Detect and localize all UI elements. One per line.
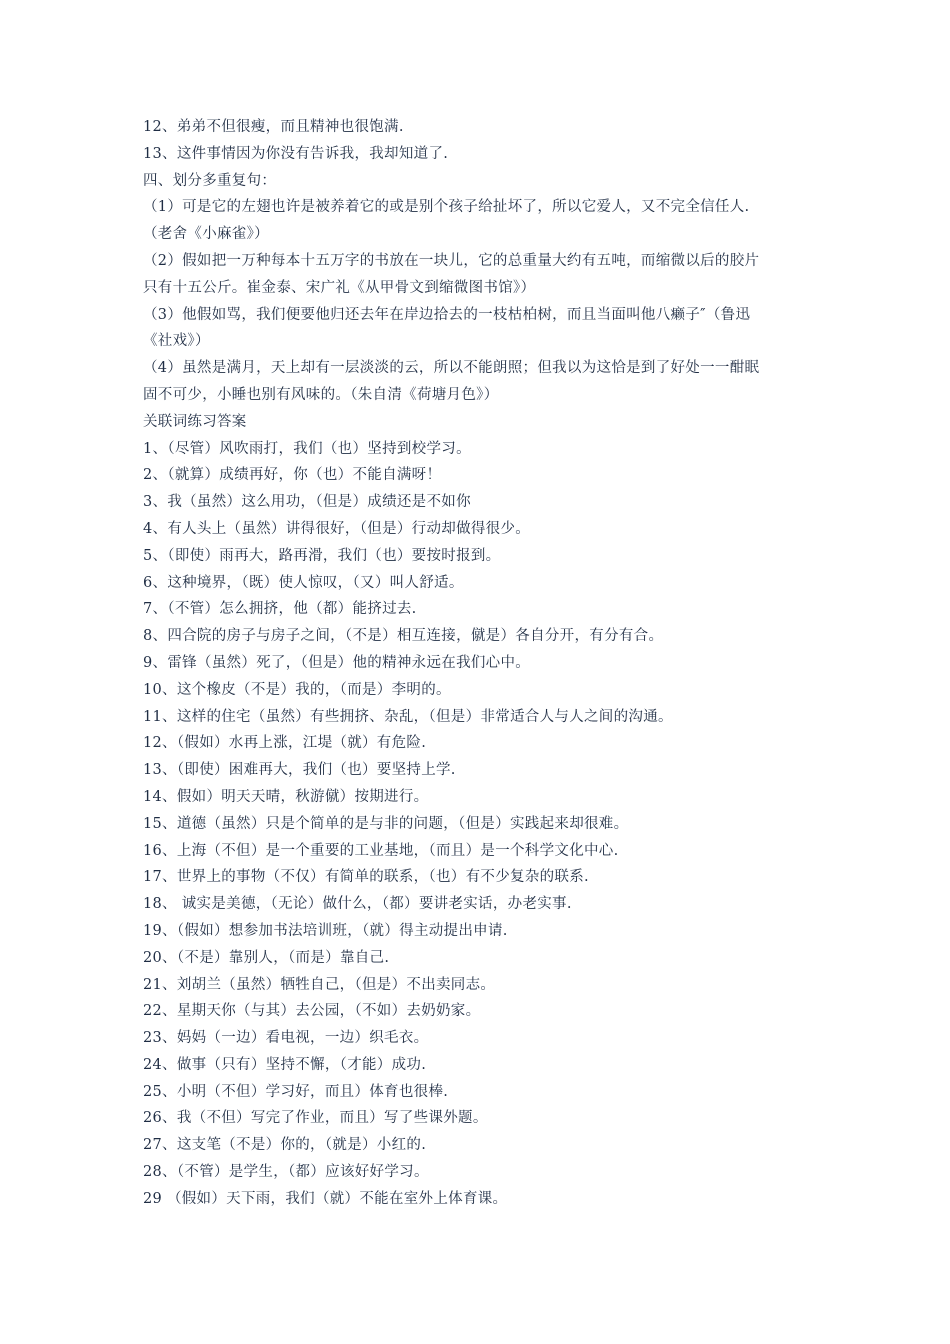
text-line: 只有十五公斤。崔金泰、宋广礼《从甲骨文到缩微图书馆》） xyxy=(143,279,536,296)
answer-line: 20、（不是）靠别人，（而是）靠自己. xyxy=(143,949,390,966)
answer-line: 18、 诚实是美德，（无论）做什么，（都）要讲老实话，办老实事. xyxy=(143,896,572,913)
text-line: （4）虽然是满月，天上却有一层淡淡的云，所以不能朗照；但我以为这恰是到了好处一一酣眠 xyxy=(143,360,760,377)
answer-line: 16、上海（不但）是一个重要的工业基地，（而且）是一个科学文化中心. xyxy=(143,842,619,859)
text-line: 《社戏》） xyxy=(143,333,210,350)
answer-line: 2、（就算）成绩再好，你（也）不能自满呀！ xyxy=(143,467,442,484)
answer-line: 23、妈妈（一边）看电视，一边）织毛衣。 xyxy=(143,1030,429,1047)
answer-line: 8、四合院的房子与房子之间，（不是）相互连接，僦是）各自分开，有分有合。 xyxy=(143,628,664,645)
answer-line: 29 （假如）天下雨，我们（就）不能在室外上体育课。 xyxy=(143,1190,508,1207)
answer-line: 27、这支笔（不是）你的，（就是）小红的. xyxy=(143,1137,427,1154)
section-heading: 关联词练习答案 xyxy=(143,413,247,430)
document-body xyxy=(143,114,823,1213)
answer-line: 5、（即使）雨再大，路再滑，我们（也）要按时报到。 xyxy=(143,547,501,564)
section-heading: 四、划分多重复句： xyxy=(143,172,277,189)
text-line: （老舍《小麻雀》） xyxy=(143,226,269,243)
answer-line: 1、（尽管）风吹雨打，我们（也）坚持到校学习。 xyxy=(143,440,471,457)
text-line: （1）可是它的左翅也许是被养着它的或是别个孩子给扯坏了，所以它爱人，又不完全信任人. xyxy=(143,199,750,216)
answer-line: 25、小明（不但）学习好，而且）体育也很棒. xyxy=(143,1083,449,1100)
text-line: 12、弟弟不但很瘦，而且精神也很饱满. xyxy=(143,119,404,135)
answer-line: 11、这样的住宅（虽然）有些拥挤、杂乱，（但是）非常适合人与人之间的沟通。 xyxy=(143,708,673,725)
answer-line: 13、（即使）困难再大，我们（也）要坚持上学. xyxy=(143,762,456,779)
answer-line: 28、（不管）是学生，（都）应该好好学习。 xyxy=(143,1164,429,1181)
text-line: （2）假如把一万种每本十五万字的书放在一块儿，它的总重量大约有五吨，而缩微以后的胶片 xyxy=(143,252,760,269)
answer-line: 17、世界上的事物（不仅）有简单的联系，（也）有不少复杂的联系. xyxy=(143,869,589,886)
answer-line: 9、雷锋（虽然）死了，（但是）他的精神永远在我们心中。 xyxy=(143,654,531,671)
answer-line: 15、道德（虽然）只是个简单的是与非的问题，（但是）实践起来却很难。 xyxy=(143,815,629,832)
answer-line: 4、有人头上（虽然）讲得很好，（但是）行动却做得很少。 xyxy=(143,520,531,537)
answer-line: 24、做事（只有）坚持不懈，（才能）成功. xyxy=(143,1056,427,1073)
answer-line: 22、星期天你（与其）去公园，（不如）去奶奶家。 xyxy=(143,1003,481,1020)
answer-line: 6、这种境界，（既）使人惊叹，（又）叫人舒适。 xyxy=(143,574,464,591)
answer-line: 14、假如）明天天晴，秋游僦）按期进行。 xyxy=(143,788,429,805)
text-line: 固不可少，小睡也别有风味的。（朱自清《荷塘月色》） xyxy=(143,386,499,403)
answer-line: 19、（假如）想参加书法培训班，（就）得主动提出申请. xyxy=(143,922,508,939)
answer-line: 3、我（虽然）这么用功，（但是）成绩还是不如你 xyxy=(143,494,471,511)
answer-line: 21、刘胡兰（虽然）牺牲自己，（但是）不出卖同志。 xyxy=(143,976,496,993)
answer-line: 10、这个橡皮（不是）我的，（而是）李明的。 xyxy=(143,681,451,698)
answer-line: 26、我（不但）写完了作业，而且）写了些课外题。 xyxy=(143,1110,488,1127)
text-line: （3）他假如骂，我们便要他归还去年在岸边拾去的一枝枯柏树，而且当面叫他八癞子″（鲁迅 xyxy=(143,306,751,323)
answer-line: 7、（不管）怎么拥挤，他（都）能挤过去. xyxy=(143,601,417,618)
answer-line: 12、（假如）水再上涨，江堤（就）有危险. xyxy=(143,735,427,752)
text-line: 13、这件事情因为你没有告诉我，我却知道了. xyxy=(143,145,449,162)
